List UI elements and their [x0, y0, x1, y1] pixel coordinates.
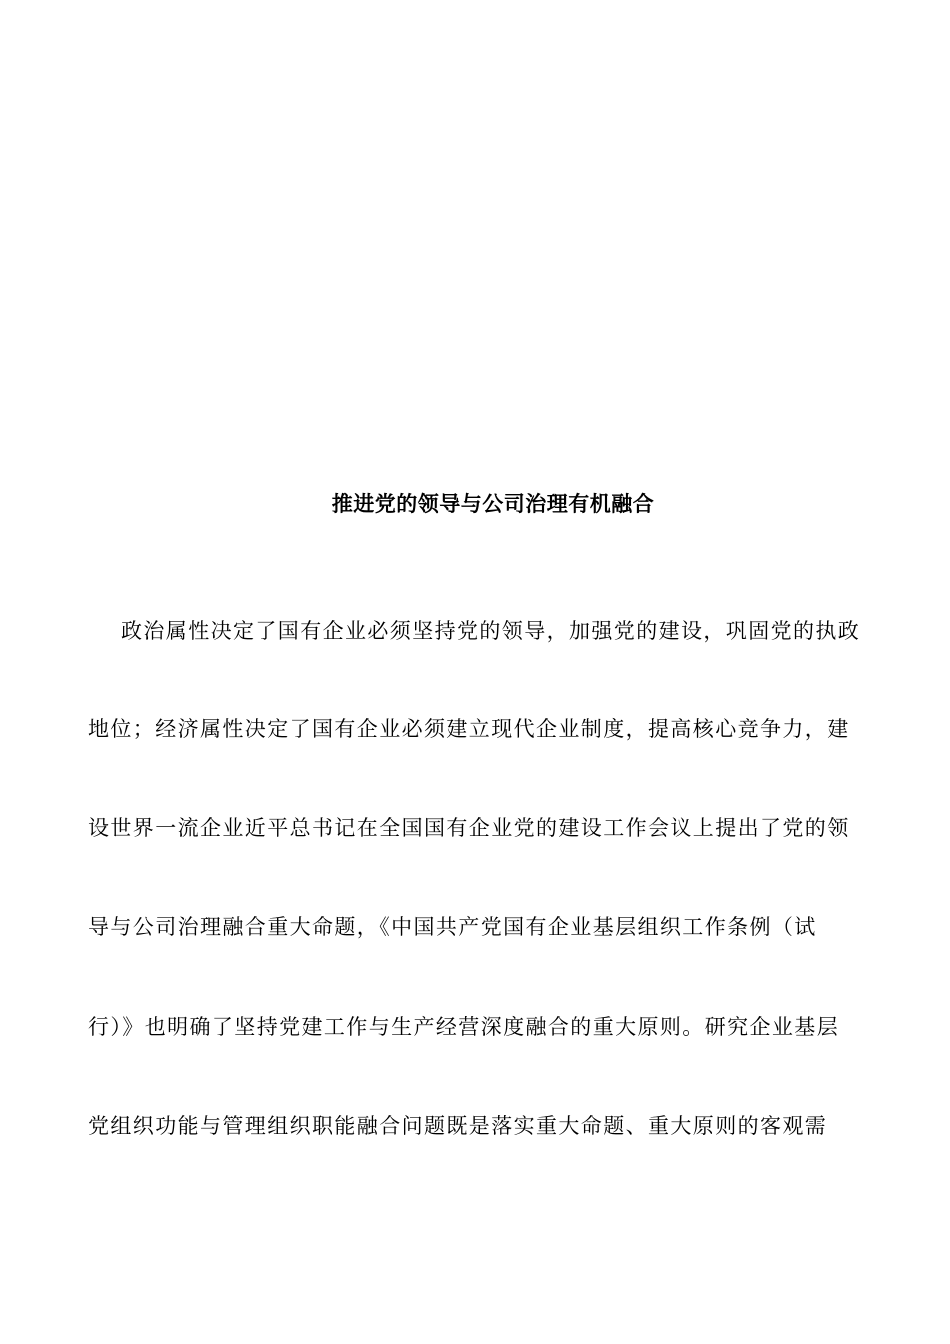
- paragraph-line: 设世界一流企业近平总书记在全国国有企业党的建设工作会议上提出了党的领: [88, 816, 850, 840]
- paragraph-line: 导与公司治理融合重大命题，《中国共产党国有企业基层组织工作条例（试: [88, 915, 817, 939]
- document-title: 推进党的领导与公司治理有机融合: [331, 492, 655, 516]
- paragraph-line: 地位；经济属性决定了国有企业必须建立现代企业制度，提高核心竞争力，建: [88, 717, 850, 741]
- paragraph-line: 行）》也明确了坚持党建工作与生产经营深度融合的重大原则。研究企业基层: [88, 1015, 840, 1039]
- paragraph-line: 党组织功能与管理组织职能融合问题既是落实重大命题、重大原则的客观需: [88, 1114, 828, 1138]
- paragraph-line: 政治属性决定了国有企业必须坚持党的领导，加强党的建设，巩固党的执政: [121, 619, 861, 643]
